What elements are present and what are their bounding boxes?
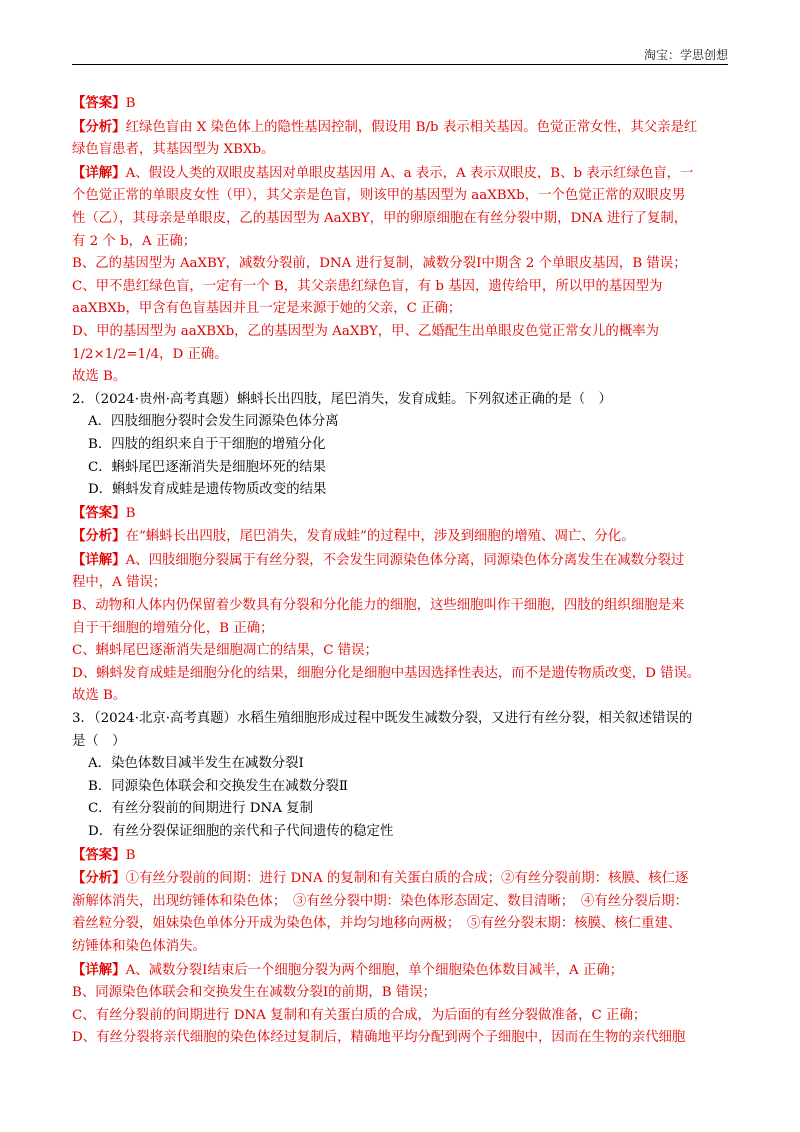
answer-value: B	[125, 96, 136, 111]
answer-value: B	[125, 505, 136, 521]
detail-line: B、乙的基因型为 AaXBY，减数分裂前，DNA 进行复制，减数分裂Ⅰ中期含 2 个单眼皮基因，B 错误；	[72, 256, 687, 272]
analysis-text: ①有丝分裂前的间期：进行 DNA 的复制和有关蛋白质的合成；②有丝分裂前期：核膜、核仁逐	[125, 871, 689, 887]
detail-line: B、同源染色体联会和交换发生在减数分裂Ⅰ的前期，B 错误；	[72, 985, 436, 1001]
analysis-line	[72, 867, 728, 891]
answer-line	[72, 502, 728, 526]
option-d: D．有丝分裂保证细胞的亲代和子代间遗传的稳定性	[88, 824, 394, 839]
answer-value: B	[125, 847, 136, 863]
answer-label: 【答案】	[72, 95, 126, 111]
analysis-label: 【分析】	[72, 528, 126, 545]
question-number: 2．	[72, 391, 94, 407]
option-a: A．四肢细胞分裂时会发生同源染色体分离	[88, 414, 339, 430]
option-a: A．染色体数目减半发生在减数分裂Ⅰ	[88, 756, 304, 772]
answer-line	[72, 92, 728, 116]
detail-label: 【详解】	[72, 961, 126, 978]
detail-line: D、有丝分裂将亲代细胞的染色体经过复制后，精确地平均分配到两个子细胞中，因而在生物的亲代细胞	[72, 1030, 686, 1046]
detail-line	[72, 162, 728, 186]
detail-line: 有 2 个 b，A 正确；	[72, 233, 197, 249]
detail-line: C、甲不患红绿色盲，一定有一个 B，其父亲患红绿色盲，有 b 基因，遗传给甲，所以甲的基因型为	[72, 278, 663, 294]
question-stem	[72, 708, 728, 731]
answer-label: 【答案】	[72, 846, 126, 863]
analysis-label: 【分析】	[72, 118, 126, 135]
option-b: B．同源染色体联会和交换发生在减数分裂Ⅱ	[88, 778, 348, 794]
detail-text: A、四肢细胞分裂属于有丝分裂，不会发生同源染色体分离，同源染色体分离发生在减数分裂过	[125, 552, 685, 568]
analysis-line	[72, 525, 728, 549]
question-text: 水稻生殖细胞形成过程中既发生减数分裂，又进行有丝分裂，相关叙述错误的	[236, 711, 693, 727]
analysis-line: 绿色盲患者，其基因型为 XBXb。	[72, 142, 275, 158]
detail-line: C、蝌蚪尾巴逐渐消失是细胞凋亡的结果，C 错误；	[72, 643, 378, 659]
option-d: D．蝌蚪发育成蛙是遗传物质改变的结果	[88, 482, 327, 498]
detail-line: 故选 B。	[72, 369, 127, 385]
question-stem	[72, 389, 728, 412]
analysis-label: 【分析】	[72, 870, 126, 887]
question-text-cont: 是（ ）	[72, 733, 126, 749]
option-c: C．有丝分裂前的间期进行 DNA 复制	[88, 801, 313, 817]
question-source: （2024·北京·高考真题）	[93, 711, 237, 727]
option-c: C．蝌蚪尾巴逐渐消失是细胞坏死的结果	[88, 459, 326, 475]
answer-label: 【答案】	[72, 504, 126, 521]
detail-line: D、甲的基因型为 aaXBXb，乙的基因型为 AaXBY，甲、乙婚配生出单眼皮色觉正常女儿的概率为	[72, 323, 659, 339]
detail-label: 【详解】	[72, 164, 126, 181]
header-divider	[72, 64, 728, 65]
detail-text: A、减数分裂Ⅰ结束后一个细胞分裂为两个细胞，单个细胞染色体数目减半，A 正确；	[125, 962, 624, 978]
question-source: （2024·贵州·高考真题）	[93, 391, 237, 407]
detail-line: 性（乙），其母亲是单眼皮，乙的基因型为 AaXBY，甲的卵原细胞在有丝分裂中期，DNA 进行了复制，	[72, 210, 688, 226]
detail-text: A、假设人类的双眼皮基因对单眼皮基因用 A、a 表示，A 表示双眼皮，B、b 表示红绿色盲，一	[125, 165, 694, 181]
detail-line: 程中，A 错误；	[72, 575, 167, 591]
analysis-line: 纺锤体和染色体消失。	[72, 938, 206, 954]
analysis-line: 渐解体消失，出现纺锤体和染色体； ③有丝分裂中期：染色体形态固定、数目清晰； ④有丝分裂后期：	[72, 893, 688, 909]
detail-line: 故选 B。	[72, 688, 127, 704]
detail-line	[72, 959, 728, 983]
question-number: 3．	[72, 711, 94, 727]
detail-line: 1/2×1/2=1/4，D 正确。	[72, 346, 228, 362]
detail-line: C、有丝分裂前的间期进行 DNA 复制和有关蛋白质的合成，为后面的有丝分裂做准备，C 正确；	[72, 1007, 647, 1023]
analysis-text: 红绿色盲由 X 染色体上的隐性基因控制，假设用 B/b 表示相关基因。色觉正常女性，其父亲是红	[125, 119, 698, 135]
analysis-line: 着丝粒分裂，姐妹染色单体分开成为染色体，并均匀地移向两极； ⑤有丝分裂末期：核膜、核仁重建、	[72, 916, 682, 932]
page-header: 淘宝：学思创想	[643, 48, 728, 62]
detail-line: D、蝌蚪发育成蛙是细胞分化的结果，细胞分化是细胞中基因选择性表达，而不是遗传物质改变，D 错误。	[72, 665, 701, 681]
analysis-text: 在“蝌蚪长出四肢，尾巴消失，发育成蛙”的过程中，涉及到细胞的增殖、凋亡、分化。	[125, 529, 635, 545]
detail-line: 自于干细胞的增殖分化，B 正确；	[72, 620, 274, 636]
document-body	[72, 92, 728, 1050]
detail-line: aaXBXb，甲含有色盲基因并且一定是来源于她的父亲，C 正确；	[72, 301, 462, 317]
analysis-line	[72, 116, 728, 140]
question-text: 蝌蚪长出四肢，尾巴消失，发育成蛙。下列叙述正确的是（ ）	[236, 391, 612, 407]
detail-line	[72, 549, 728, 573]
detail-line: 个色觉正常的单眼皮女性（甲），其父亲是色盲，则该甲的基因型为 aaXBXb，一个色觉正常的双眼皮男	[72, 188, 686, 204]
detail-line: B、动物和人体内仍保留着少数具有分裂和分化能力的细胞，这些细胞叫作干细胞，四肢的组织细胞是来	[72, 598, 685, 614]
option-b: B．四肢的组织来自于干细胞的增殖分化	[88, 436, 326, 452]
answer-line	[72, 844, 728, 868]
detail-label: 【详解】	[72, 551, 126, 568]
